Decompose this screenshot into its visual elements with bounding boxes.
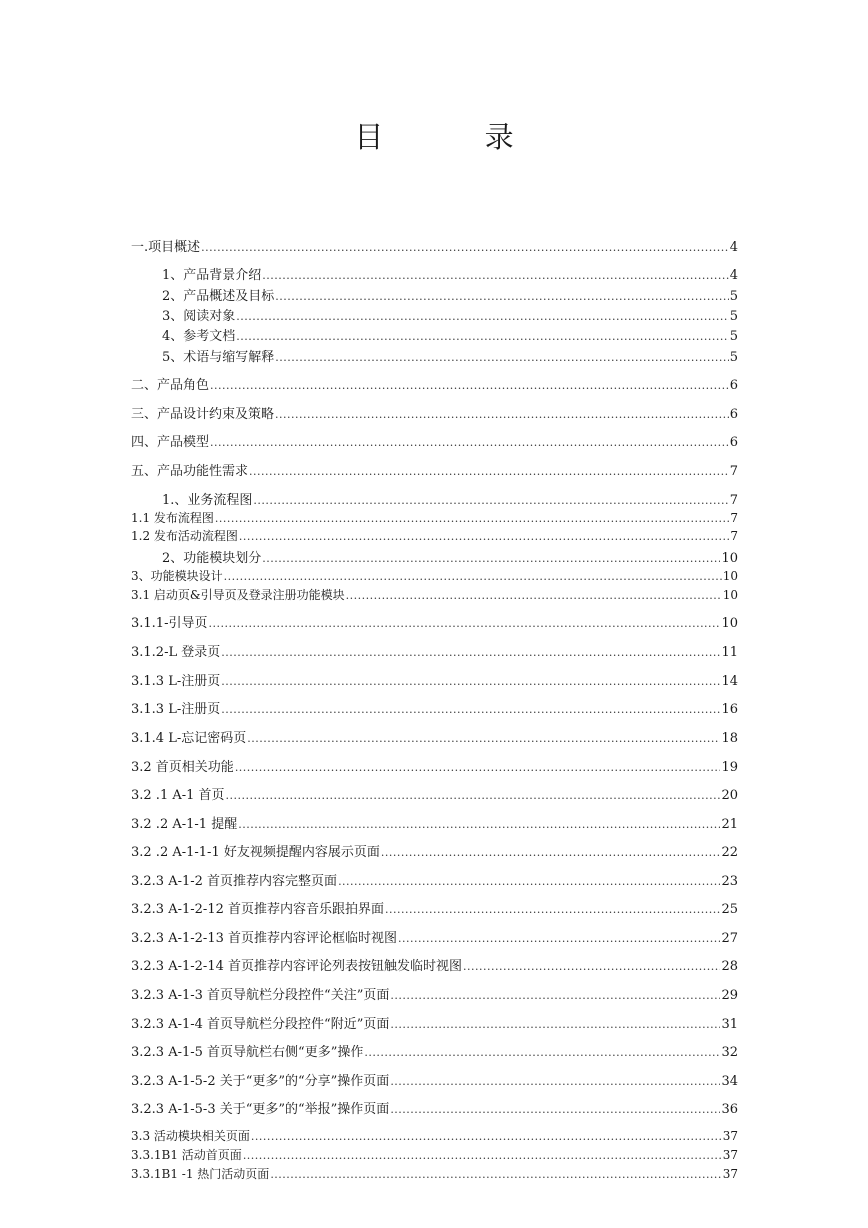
toc-entry-label: 3.2 .1 A-1 首页 [131, 788, 225, 803]
toc-entry-label: 3.2.3 A-1-2-12 首页推荐内容音乐跟拍界面 [131, 902, 384, 917]
toc-entry-label: 3.1.2-L 登录页 [131, 645, 221, 660]
toc-entry-label: 3.1.3 L-注册页 [131, 702, 221, 717]
toc-dot-leader [398, 929, 720, 942]
toc-dot-leader [235, 758, 721, 771]
toc-entry[interactable] [131, 403, 738, 422]
toc-entry-label: 3.2.3 A-1-2 首页推荐内容完整页面 [131, 874, 338, 889]
toc-entry[interactable] [131, 898, 738, 917]
toc-entry-label: 1.2 发布活动流程图 [131, 529, 238, 543]
toc-entry-label: 3.3.1B1 -1 热门活动页面 [131, 1167, 270, 1181]
toc-entry-page-number: 5 [729, 350, 738, 365]
toc-dot-leader [262, 549, 720, 562]
toc-dot-leader [221, 672, 720, 685]
toc-dot-leader [364, 1043, 720, 1056]
toc-dot-leader [210, 376, 729, 389]
toc-dot-leader [338, 872, 720, 885]
toc-dot-leader [270, 1166, 721, 1178]
toc-entry-page-number: 11 [721, 645, 738, 660]
toc-entry-label: 3.2 首页相关功能 [131, 760, 234, 775]
toc-dot-leader [346, 587, 722, 599]
toc-entry-label: 三、产品设计约束及策略 [131, 407, 275, 422]
toc-entry-label: 3.2.3 A-1-3 首页导航栏分段控件“关注”页面 [131, 988, 390, 1003]
toc-entry[interactable] [131, 698, 738, 717]
toc-entry-label: 3.1.1-引导页 [131, 616, 208, 631]
toc-entry-page-number: 10 [721, 551, 738, 566]
toc-entry-label: 五、产品功能性需求 [131, 464, 249, 479]
toc-entry-page-number: 10 [722, 588, 738, 602]
toc-entry[interactable] [131, 346, 738, 365]
toc-dot-leader [275, 348, 728, 361]
toc-entry[interactable] [131, 727, 738, 746]
toc-entry-label: 3.2 .2 A-1-1-1 好友视频提醒内容展示页面 [131, 845, 380, 860]
toc-dot-leader [275, 287, 728, 300]
toc-entry[interactable] [131, 527, 738, 544]
toc-title: 目 录 [354, 120, 560, 154]
toc-dot-leader [463, 957, 720, 970]
toc-dot-leader [208, 614, 720, 627]
toc-entry[interactable] [131, 670, 738, 689]
toc-entry-label: 3、功能模块设计 [131, 569, 223, 583]
toc-entry-page-number: 29 [721, 988, 738, 1003]
toc-dot-leader [236, 307, 728, 320]
toc-entry[interactable] [131, 547, 738, 566]
toc-entry-page-number: 7 [729, 493, 738, 508]
toc-entry-label: 3.2.3 A-1-5 首页导航栏右侧“更多”操作 [131, 1045, 364, 1060]
toc-entry-page-number: 37 [722, 1148, 738, 1162]
toc-dot-leader [236, 327, 728, 340]
toc-dot-leader [247, 729, 720, 742]
toc-entry-label: 3.1.4 L-忘记密码页 [131, 731, 247, 746]
toc-entry-page-number: 7 [730, 529, 738, 543]
toc-entry-label: 4、参考文档 [162, 329, 236, 344]
toc-entry[interactable] [131, 955, 738, 974]
toc-entry-label: 3、阅读对象 [162, 309, 236, 324]
toc-dot-leader [249, 462, 729, 475]
toc-entry[interactable] [131, 305, 738, 324]
toc-entry[interactable] [131, 1013, 738, 1032]
toc-dot-leader [201, 238, 729, 251]
toc-entry-label: 2、产品概述及目标 [162, 289, 275, 304]
toc-dot-leader [390, 1100, 720, 1113]
toc-entry-label: 1.1 发布流程图 [131, 511, 214, 525]
toc-entry[interactable] [131, 927, 738, 946]
toc-entry-page-number: 10 [722, 569, 738, 583]
toc-entry-page-number: 37 [722, 1129, 738, 1143]
toc-entry-page-number: 27 [721, 931, 738, 946]
toc-entry-page-number: 36 [721, 1102, 738, 1117]
toc-entry[interactable] [131, 567, 738, 584]
toc-entry-page-number: 31 [721, 1017, 738, 1032]
toc-entry-label: 二、产品角色 [131, 378, 210, 393]
toc-dot-leader [390, 986, 720, 999]
toc-entry-page-number: 34 [721, 1074, 738, 1089]
toc-entry-page-number: 6 [729, 407, 738, 422]
toc-entry-page-number: 14 [721, 674, 738, 689]
toc-dot-leader [385, 900, 720, 913]
toc-entry-label: 3.3.1B1 活动首页面 [131, 1148, 242, 1162]
toc-entry[interactable] [131, 1041, 738, 1060]
toc-entry[interactable] [131, 612, 738, 631]
toc-entry-label: 1、产品背景介绍 [162, 268, 262, 283]
toc-dot-leader [210, 433, 729, 446]
toc-dot-leader [221, 643, 720, 656]
toc-entry-label: 3.2 .2 A-1-1 提醒 [131, 817, 238, 832]
toc-entry-label: 3.1 启动页&引导页及登录注册功能模块 [131, 588, 345, 602]
toc-entry-page-number: 5 [729, 329, 738, 344]
toc-entry[interactable] [131, 1146, 738, 1163]
toc-dot-leader [215, 510, 729, 522]
toc-entry[interactable] [131, 374, 738, 393]
toc-entry-page-number: 5 [729, 309, 738, 324]
toc-entry-label: 3.2.3 A-1-2-14 首页推荐内容评论列表按钮触发临时视图 [131, 959, 462, 974]
toc-entry-label: 一.项目概述 [131, 240, 201, 255]
toc-dot-leader [253, 491, 728, 504]
toc-entry-page-number: 22 [721, 845, 738, 860]
toc-entry-page-number: 7 [729, 464, 738, 479]
toc-entry-page-number: 7 [730, 511, 738, 525]
toc-entry[interactable] [131, 870, 738, 889]
toc-dot-leader [390, 1015, 720, 1028]
toc-dot-leader [224, 568, 722, 580]
toc-entry[interactable] [131, 1070, 738, 1089]
toc-entry-label: 1.、业务流程图 [162, 493, 253, 508]
toc-dot-leader [381, 843, 721, 856]
toc-entry-page-number: 10 [721, 616, 738, 631]
toc-entry[interactable] [131, 984, 738, 1003]
toc-entry[interactable] [131, 756, 738, 775]
toc-entry[interactable] [131, 431, 738, 450]
toc-entry[interactable] [131, 489, 738, 508]
toc-entry-page-number: 4 [729, 240, 738, 255]
toc-entry-page-number: 6 [729, 378, 738, 393]
toc-entry-page-number: 21 [721, 817, 738, 832]
toc-entry[interactable] [131, 285, 738, 304]
toc-dot-leader [251, 1128, 722, 1140]
toc-entry[interactable] [131, 586, 738, 603]
toc-entry-page-number: 16 [721, 702, 738, 717]
toc-entry-page-number: 18 [721, 731, 738, 746]
toc-dot-leader [275, 405, 729, 418]
toc-entry[interactable] [131, 1127, 738, 1144]
toc-dot-leader [390, 1072, 720, 1085]
toc-entry-label: 3.1.3 L-注册页 [131, 674, 221, 689]
toc-entry[interactable] [131, 641, 738, 660]
toc-entry[interactable] [131, 841, 738, 860]
toc-entry[interactable] [131, 1098, 738, 1117]
toc-entry-page-number: 4 [729, 268, 738, 283]
toc-entry[interactable] [131, 813, 738, 832]
toc-entry-page-number: 23 [721, 874, 738, 889]
toc-entry-label: 3.2.3 A-1-5-3 关于“更多”的“举报”操作页面 [131, 1102, 390, 1117]
toc-entry-label: 3.3 活动模块相关页面 [131, 1129, 250, 1143]
toc-dot-leader [226, 786, 721, 799]
toc-entry-label: 四、产品模型 [131, 435, 210, 450]
toc-entry-label: 3.2.3 A-1-5-2 关于“更多”的“分享”操作页面 [131, 1074, 390, 1089]
toc-entry-label: 3.2.3 A-1-2-13 首页推荐内容评论框临时视图 [131, 931, 397, 946]
toc-entry[interactable] [131, 236, 738, 255]
toc-entry[interactable] [131, 325, 738, 344]
toc-entry-label: 3.2.3 A-1-4 首页导航栏分段控件“附近”页面 [131, 1017, 390, 1032]
toc-entry[interactable] [131, 784, 738, 803]
toc-entry[interactable] [131, 460, 738, 479]
toc-entry-page-number: 32 [721, 1045, 738, 1060]
toc-entry-label: 2、功能模块划分 [162, 551, 262, 566]
toc-dot-leader [238, 815, 720, 828]
toc-entry-page-number: 5 [729, 289, 738, 304]
toc-entry-page-number: 6 [729, 435, 738, 450]
toc-dot-leader [262, 266, 728, 279]
toc-dot-leader [239, 528, 729, 540]
toc-entry[interactable] [131, 1165, 738, 1182]
toc-dot-leader [243, 1147, 722, 1159]
toc-entry[interactable] [131, 264, 738, 283]
toc-entry-page-number: 28 [721, 959, 738, 974]
toc-entry-page-number: 37 [722, 1167, 738, 1181]
toc-entry-page-number: 20 [721, 788, 738, 803]
toc-entry-page-number: 25 [721, 902, 738, 917]
toc-entry[interactable] [131, 509, 738, 526]
toc-dot-leader [221, 700, 720, 713]
table-of-contents [131, 236, 738, 1181]
toc-entry-label: 5、术语与缩写解释 [162, 350, 275, 365]
toc-entry-page-number: 19 [721, 760, 738, 775]
